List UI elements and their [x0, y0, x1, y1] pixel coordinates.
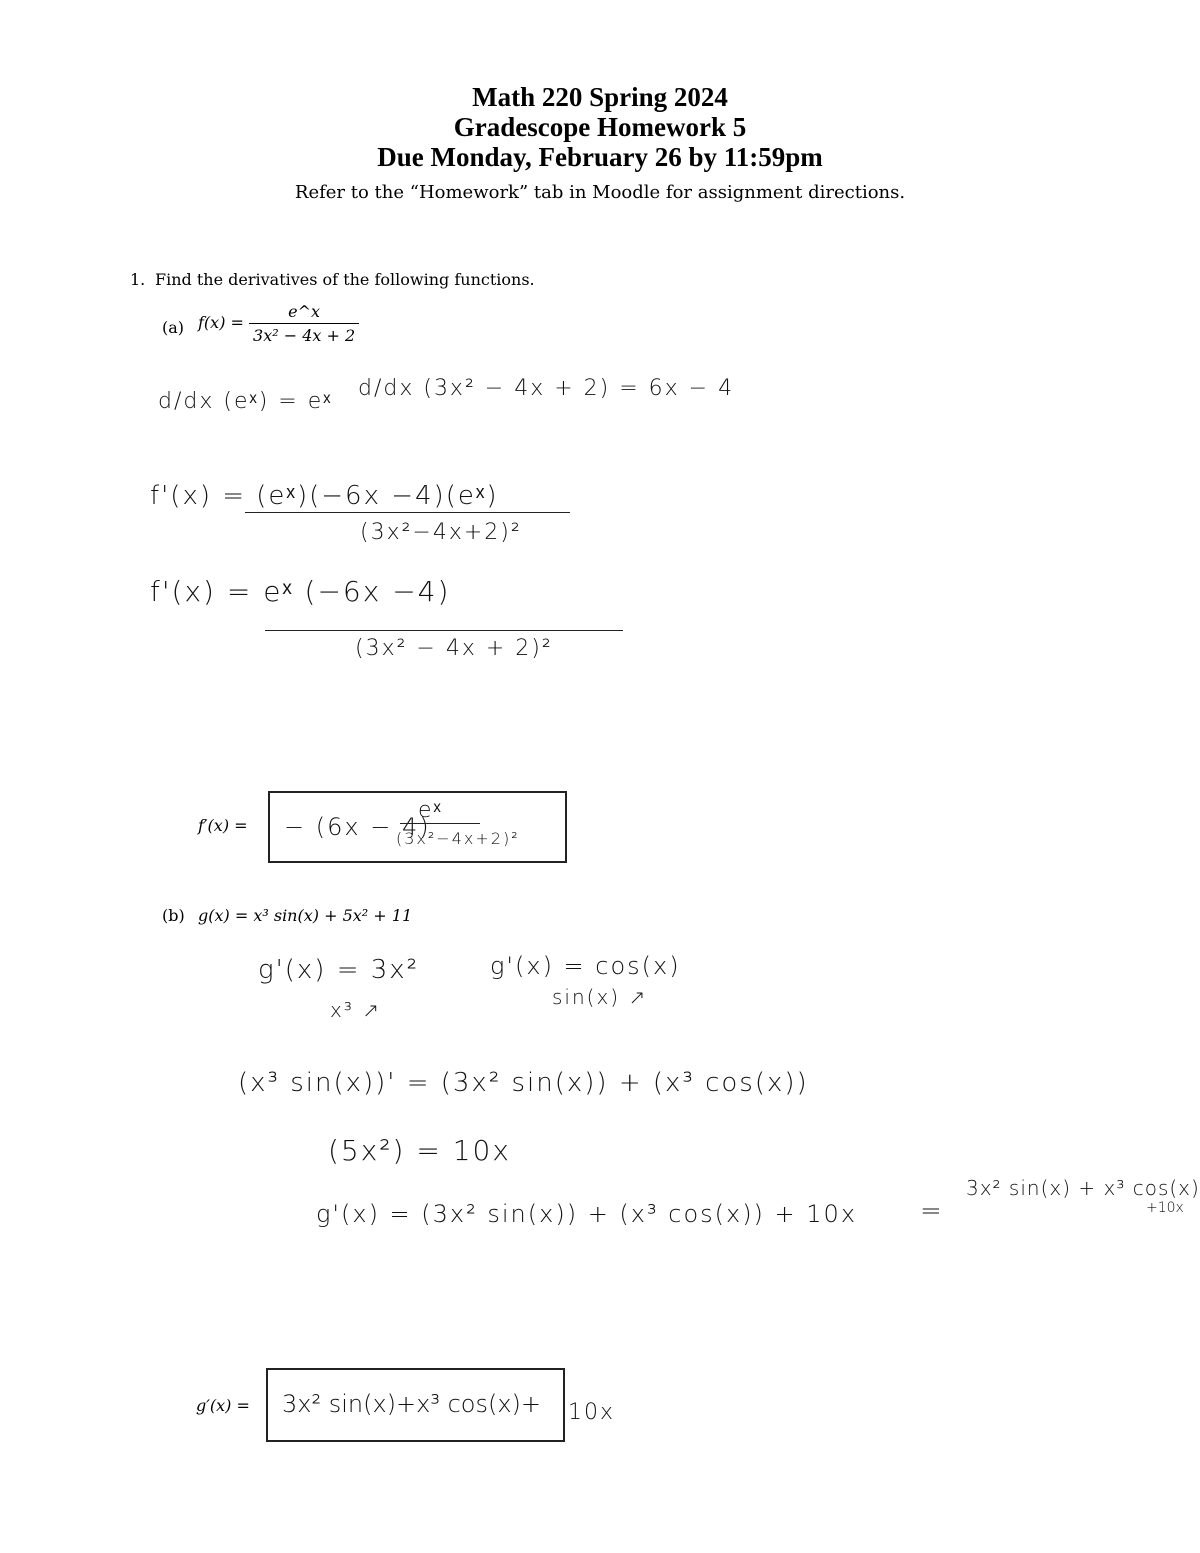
- part-a-lhs: f(x) =: [198, 313, 244, 332]
- part-b-function: g(x) = x³ sin(x) + 5x² + 11: [198, 906, 413, 925]
- part-a-denominator: 3x² − 4x + 2: [249, 323, 359, 345]
- work-b-final-tail: +10x: [1146, 1200, 1184, 1216]
- part-b-answer-overflow: 10x: [568, 1400, 616, 1425]
- work-b-term2: (5x²) = 10x: [328, 1134, 511, 1167]
- work-a-d-den: d/dx (3x² − 4x + 2) = 6x − 4: [358, 376, 735, 401]
- due-date: Due Monday, February 26 by 11:59pm: [377, 142, 823, 172]
- problem-number: 1.: [130, 270, 146, 289]
- part-a-label: (a): [162, 318, 185, 337]
- course-title: Math 220 Spring 2024: [472, 82, 728, 112]
- work-b-final-simplified: 3x² sin(x) + x³ cos(x): [966, 1176, 1200, 1200]
- work-b-d-x3: g'(x) = 3x²: [258, 955, 420, 985]
- assignment-title: Gradescope Homework 5: [453, 112, 747, 142]
- work-b-final: g'(x) = (3x² sin(x)) + (x³ cos(x)) + 10x: [316, 1200, 858, 1228]
- work-b-product: (x³ sin(x))' = (3x² sin(x)) + (x³ cos(x)): [238, 1068, 809, 1098]
- work-a-d-ex: d/dx (eˣ) = eˣ: [158, 389, 333, 414]
- work-b-d-sin-note: sin(x) ↗: [552, 985, 648, 1009]
- part-a-answer-box: [268, 791, 567, 863]
- work-b-d-sin: g'(x) = cos(x): [490, 952, 681, 980]
- part-b-answer-label: g′(x) =: [196, 1396, 250, 1415]
- part-a-answer-bar: [400, 823, 480, 824]
- part-a-answer-num: eˣ: [418, 798, 443, 823]
- work-a-line2-bar: [265, 630, 623, 631]
- work-a-line2: f'(x) = eˣ (−6x −4): [150, 575, 451, 608]
- work-b-equals: =: [920, 1196, 944, 1226]
- part-b-label: (b): [162, 906, 185, 925]
- part-a-answer-prefix: − (6x − 4): [284, 813, 431, 841]
- part-a-answer-label: f′(x) =: [198, 816, 248, 835]
- part-a-fraction: [249, 302, 359, 345]
- part-a-numerator: e^x: [288, 302, 321, 321]
- part-a-answer-den: (3x²−4x+2)²: [396, 829, 520, 848]
- part-b-answer: 3x² sin(x)+x³ cos(x)+: [282, 1390, 542, 1418]
- directions: Refer to the “Homework” tab in Moodle for assignment directions.: [294, 182, 906, 203]
- work-a-line1: f'(x) = (eˣ)(−6x −4)(eˣ): [150, 481, 499, 511]
- work-a-line1-bar: [245, 512, 570, 513]
- problem-prompt: Find the derivatives of the following functions.: [155, 270, 535, 289]
- work-a-line1-den: (3x²−4x+2)²: [360, 520, 522, 545]
- work-a-line2-den: (3x² − 4x + 2)²: [355, 636, 553, 661]
- part-b-answer-box: [266, 1368, 565, 1442]
- work-b-d-x3-note: x³ ↗: [330, 998, 381, 1022]
- part-a-function: [198, 302, 359, 345]
